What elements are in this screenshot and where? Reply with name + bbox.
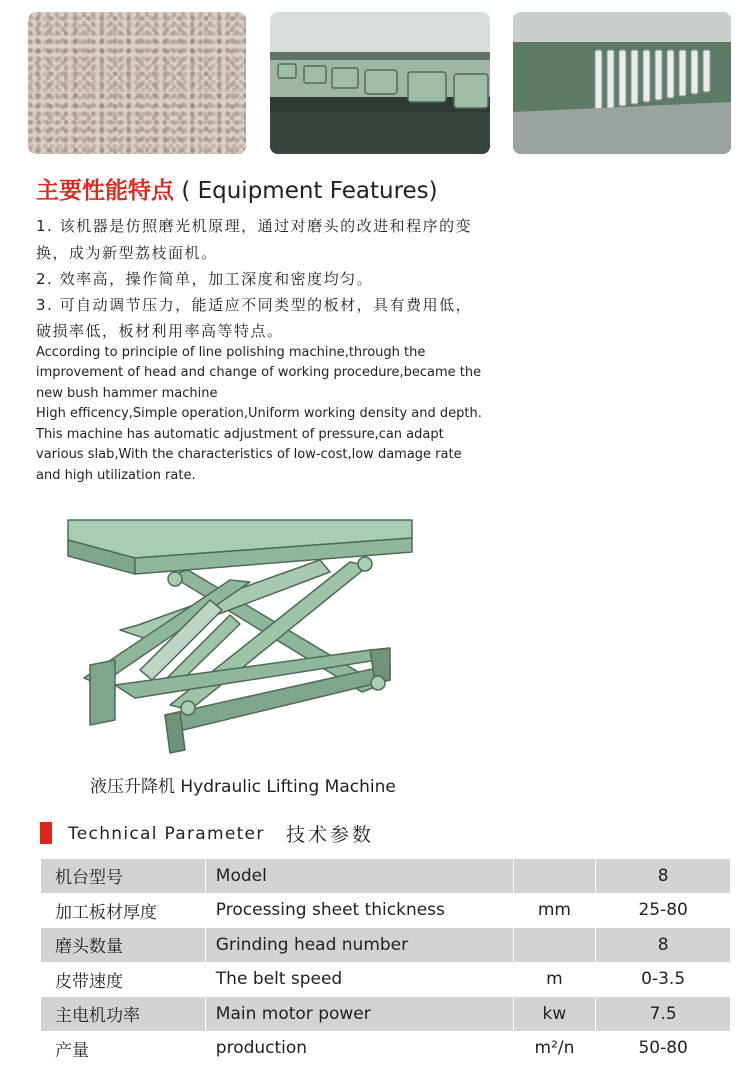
feature-en-line: According to principle of line polishing machine,through the [36,345,426,360]
param-en: production [205,1031,513,1066]
feature-en-line: new bush hammer machine [36,386,218,401]
technical-title-en: Technical Parameter [68,824,265,844]
table-row [41,962,731,997]
feature-en-line: and high utilization rate. [36,468,196,483]
param-zh: 产量 [41,1031,206,1066]
param-zh: 磨头数量 [41,928,206,963]
table-row [41,1031,731,1066]
feature-zh-line: 3. 可自动调节压力，能适应不同类型的板材，具有费用低， [36,296,473,314]
param-en: The belt speed [205,962,513,997]
feature-en-line: High efficency,Simple operation,Uniform working density and depth. [36,406,482,421]
table-row [41,893,731,928]
param-value: 7.5 [596,997,731,1032]
stone-surface-photo [28,12,246,154]
feature-zh-line: 换，成为新型荔枝面机。 [36,244,218,262]
features-heading [36,172,438,205]
param-value: 50-80 [596,1031,731,1066]
section-marker [40,822,52,844]
param-value: 8 [596,928,731,963]
param-zh: 加工板材厚度 [41,893,206,928]
feature-en-line: various slab,With the characteristics of low-cost,low damage rate [36,447,462,462]
technical-parameter-table [40,858,731,1066]
param-en: Model [205,859,513,894]
table-row [41,859,731,894]
param-en: Processing sheet thickness [205,893,513,928]
table-row [41,928,731,963]
param-unit: m [513,962,596,997]
param-zh: 主电机功率 [41,997,206,1032]
param-unit [513,928,596,963]
features-heading-en: ( Equipment Features) [181,178,438,204]
param-unit: mm [513,893,596,928]
technical-title-zh: 技术参数 [286,824,375,846]
param-en: Grinding head number [205,928,513,963]
feature-en-line: This machine has automatic adjustment of pressure,can adapt [36,427,444,442]
param-unit: kw [513,997,596,1032]
param-value: 8 [596,859,731,894]
feature-zh-line: 破损率低，板材利用率高等特点。 [36,322,284,340]
param-unit: m²/n [513,1031,596,1066]
param-zh: 皮带速度 [41,962,206,997]
feature-en-line: improvement of head and change of working procedure,became the [36,365,482,380]
bush-hammer-tools-photo [513,12,731,154]
param-zh: 机台型号 [41,859,206,894]
param-en: Main motor power [205,997,513,1032]
param-value: 0-3.5 [596,962,731,997]
hydraulic-lifting-machine-image [60,500,440,765]
table-row [41,997,731,1032]
features-heading-zh: 主要性能特点 [36,178,174,204]
feature-zh-line: 2. 效率高，操作简单，加工深度和密度均匀。 [36,270,374,288]
grinding-heads-photo [270,12,490,154]
param-unit [513,859,596,894]
feature-zh-line: 1. 该机器是仿照磨光机原理，通过对磨头的改进和程序的变 [36,217,473,235]
lifting-machine-caption: 液压升降机 Hydraulic Lifting Machine [90,777,396,797]
param-value: 25-80 [596,893,731,928]
